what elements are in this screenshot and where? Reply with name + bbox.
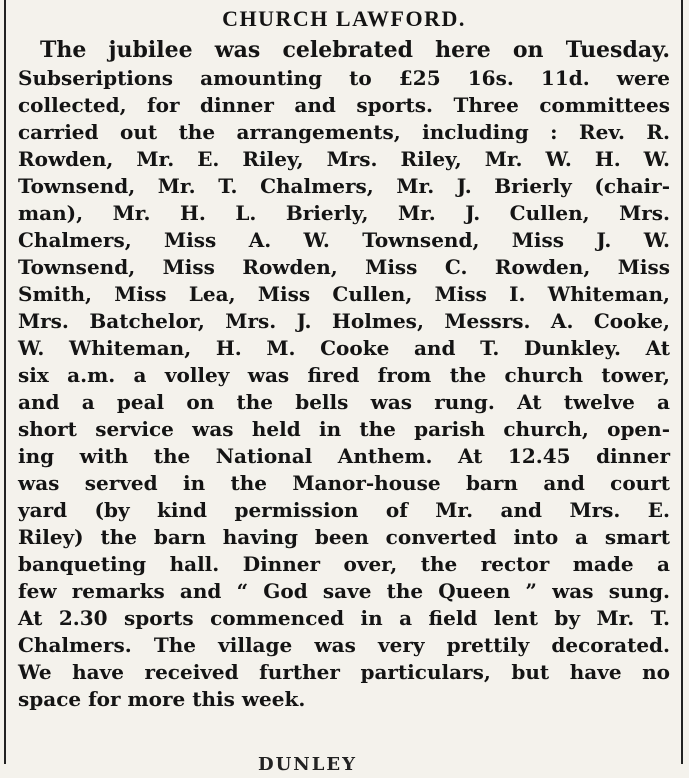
article-line: Mrs. Batchelor, Mrs. J. Holmes, Messrs. A. Cooke, (18, 309, 670, 333)
article-line: Smith, Miss Lea, Miss Cullen, Miss I. Whiteman, (18, 282, 670, 306)
article-line: collected, for dinner and sports. Three committees (18, 93, 670, 117)
article-line: At 2.30 sports commenced in a field lent by Mr. T. (18, 606, 670, 630)
article-line: carried out the arrangements, including : Rev. R. (18, 120, 670, 144)
article-line: Chalmers. The village was very prettily decorated. (18, 633, 670, 657)
article-line: Subseriptions amounting to £25 16s. 11d. were (18, 66, 670, 90)
article-body (18, 35, 670, 713)
article-line: banqueting hall. Dinner over, the rector made a (18, 552, 670, 576)
article-line: We have received further particulars, but have no (18, 660, 670, 684)
article-line: Chalmers, Miss A. W. Townsend, Miss J. W. (18, 228, 670, 252)
article-line: man), Mr. H. L. Brierly, Mr. J. Cullen, Mrs. (18, 201, 670, 225)
article-line: six a.m. a volley was fired from the church tower, (18, 363, 670, 387)
article-line: and a peal on the bells was rung. At twelve a (18, 390, 670, 414)
article-line: W. Whiteman, H. M. Cooke and T. Dunkley. At (18, 336, 670, 360)
article-line: Riley) the barn having been converted into a smart (18, 525, 670, 549)
article-line: short service was held in the parish church, open- (18, 417, 670, 441)
article-line: The jubilee was celebrated here on Tuesday. (40, 37, 670, 63)
article-line: Townsend, Mr. T. Chalmers, Mr. J. Brierly (chair- (18, 174, 670, 198)
article-line: was served in the Manor-house barn and court (18, 471, 670, 495)
next-article-headline-fragment: DUNLEY (258, 754, 357, 775)
article-line: Rowden, Mr. E. Riley, Mrs. Riley, Mr. W. H. W. (18, 147, 670, 171)
left-column-rule (4, 0, 6, 764)
article-line: Townsend, Miss Rowden, Miss C. Rowden, Miss (18, 255, 670, 279)
article-line: few remarks and “ God save the Queen ” was sung. (18, 579, 670, 603)
article-line: yard (by kind permission of Mr. and Mrs. E. (18, 498, 670, 522)
article-line: space for more this week. (18, 687, 306, 711)
headline: CHURCH LAWFORD. (222, 6, 466, 31)
article-line: ing with the National Anthem. At 12.45 dinner (18, 444, 670, 468)
right-column-rule (681, 0, 683, 764)
